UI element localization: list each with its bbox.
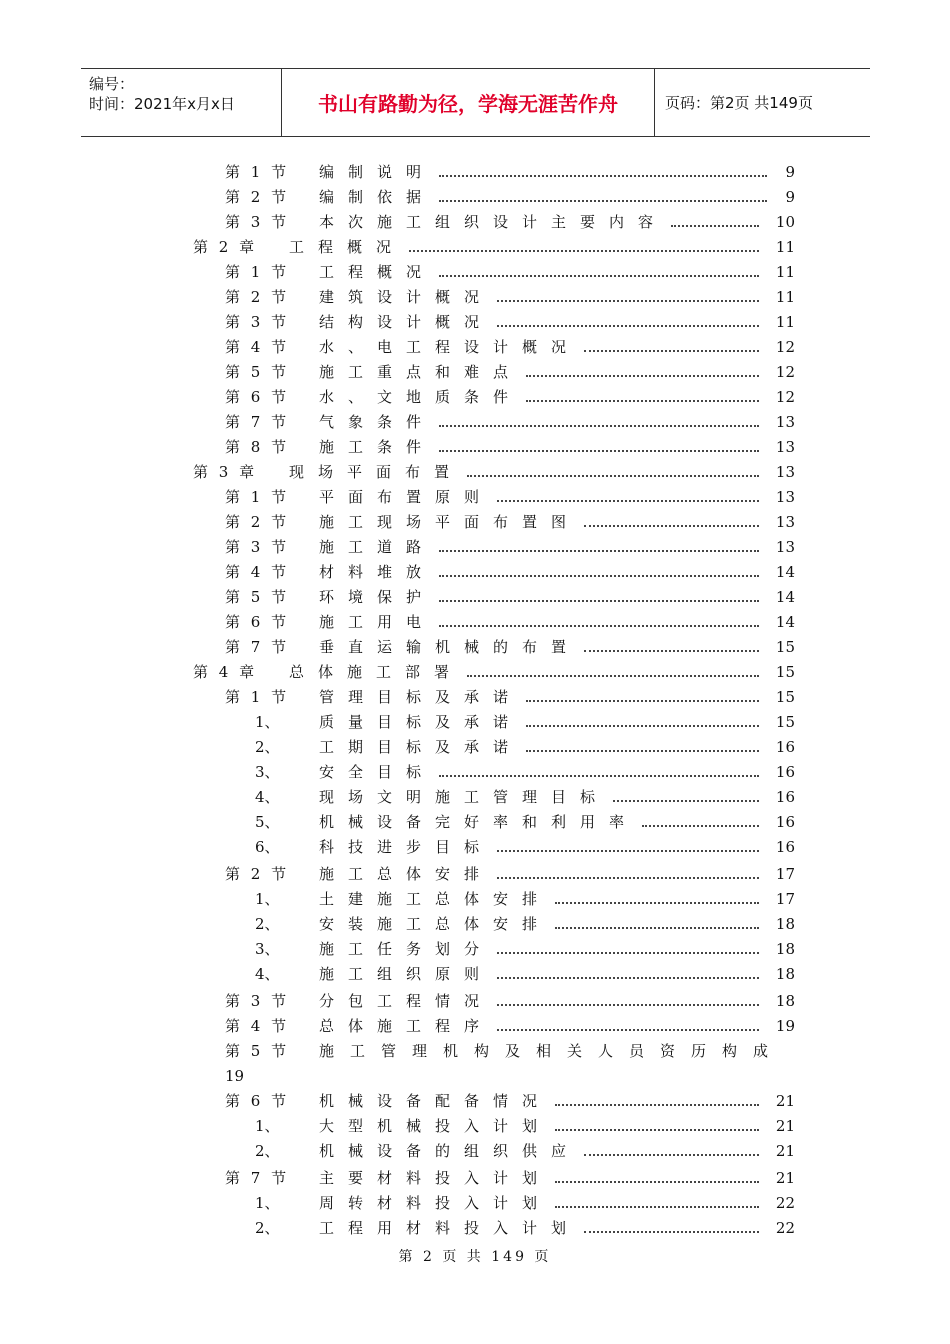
toc-entry-page: 17 xyxy=(775,865,795,883)
toc-leader-dots xyxy=(439,625,759,627)
toc-entry-number: 2、 xyxy=(255,1142,280,1160)
toc-entry-title: 分包工程情况 xyxy=(319,992,494,1010)
toc-entry-page: 13 xyxy=(775,513,795,531)
toc-entry[interactable] xyxy=(0,437,950,457)
toc-leader-dots xyxy=(497,977,759,979)
toc-leader-dots xyxy=(555,1181,759,1183)
toc-entry-number: 第 2 节 xyxy=(225,188,290,206)
toc-entry[interactable] xyxy=(0,787,950,807)
toc-entry-title: 机械设备配备情况 xyxy=(319,1092,552,1110)
toc-entry[interactable] xyxy=(0,562,950,582)
toc-entry[interactable] xyxy=(0,237,950,257)
toc-entry-title: 施工用电 xyxy=(319,613,436,631)
toc-entry-title: 垂直运输机械的布置 xyxy=(319,638,581,656)
toc-entry-number: 第 1 节 xyxy=(225,488,290,506)
toc-leader-dots xyxy=(497,850,759,852)
toc-leader-dots xyxy=(526,375,759,377)
toc-leader-dots xyxy=(439,175,767,177)
toc-entry-title: 气象条件 xyxy=(319,413,436,431)
toc-entry-page: 18 xyxy=(775,965,795,983)
toc-entry-number: 1、 xyxy=(255,1194,280,1212)
toc-entry-number: 第 5 节 xyxy=(225,363,290,381)
toc-entry-number: 第 6 节 xyxy=(225,1092,290,1110)
toc-leader-dots xyxy=(584,350,759,352)
toc-entry-number: 3、 xyxy=(255,940,280,958)
toc-entry-number: 第 5 节 xyxy=(225,1042,290,1060)
toc-entry-page: 22 xyxy=(775,1194,795,1212)
toc-entry-page: 18 xyxy=(775,940,795,958)
toc-entry[interactable] xyxy=(0,1141,950,1161)
toc-leader-dots xyxy=(497,325,759,327)
toc-entry-title: 工期目标及承诺 xyxy=(319,738,523,756)
toc-entry-title: 总体施工部署 xyxy=(289,663,464,681)
header-meta xyxy=(81,69,282,136)
toc-leader-dots xyxy=(439,775,759,777)
toc-entry-page: 15 xyxy=(775,663,795,681)
toc-entry-title: 材料堆放 xyxy=(319,563,436,581)
toc-entry-page: 14 xyxy=(775,588,795,606)
toc-entry-page: 12 xyxy=(775,388,795,406)
toc-entry-title: 施工现场平面布置图 xyxy=(319,513,581,531)
toc-entry[interactable] xyxy=(0,812,950,832)
toc-entry[interactable] xyxy=(0,1193,950,1213)
toc-entry[interactable] xyxy=(0,287,950,307)
toc-entry-page: 15 xyxy=(775,638,795,656)
toc-entry-number: 第 7 节 xyxy=(225,638,290,656)
toc-entry-page: 16 xyxy=(775,763,795,781)
toc-entry-title: 施工任务划分 xyxy=(319,940,494,958)
toc-entry-title: 工程概况 xyxy=(319,263,436,281)
toc-entry-title: 环境保护 xyxy=(319,588,436,606)
toc-entry[interactable] xyxy=(0,1091,950,1111)
toc-entry-title: 现场平面布置 xyxy=(289,463,464,481)
toc-entry-page: 18 xyxy=(775,915,795,933)
toc-leader-dots xyxy=(584,1231,759,1233)
toc-leader-dots xyxy=(439,200,767,202)
toc-entry[interactable] xyxy=(0,1218,950,1238)
toc-entry-page: 13 xyxy=(775,488,795,506)
toc-entry-number: 第 2 节 xyxy=(225,288,290,306)
toc-entry-title: 结构设计概况 xyxy=(319,313,494,331)
toc-entry-page: 21 xyxy=(775,1169,795,1187)
toc-entry[interactable] xyxy=(0,512,950,532)
toc-entry-title: 质量目标及承诺 xyxy=(319,713,523,731)
toc-entry-page: 11 xyxy=(775,238,795,256)
toc-entry[interactable] xyxy=(0,212,950,232)
toc-entry-page: 21 xyxy=(775,1142,795,1160)
toc-entry[interactable] xyxy=(0,187,950,207)
toc-entry-number: 第 1 节 xyxy=(225,263,290,281)
toc-leader-dots xyxy=(497,1029,759,1031)
document-number-label: 编号： xyxy=(89,75,135,93)
toc-leader-dots xyxy=(555,927,759,929)
toc-leader-dots xyxy=(467,675,759,677)
toc-leader-dots xyxy=(555,1129,759,1131)
toc-entry-page: 21 xyxy=(775,1092,795,1110)
toc-entry[interactable] xyxy=(0,537,950,557)
toc-entry-number: 第 3 节 xyxy=(225,538,290,556)
toc-leader-dots xyxy=(497,1004,759,1006)
toc-entry[interactable] xyxy=(0,914,950,934)
toc-entry-title: 编制依据 xyxy=(319,188,436,206)
toc-entry-title: 大型机械投入计划 xyxy=(319,1117,552,1135)
toc-entry[interactable] xyxy=(0,312,950,332)
toc-leader-dots xyxy=(439,425,759,427)
toc-entry-number: 2、 xyxy=(255,915,280,933)
toc-leader-dots xyxy=(671,225,759,227)
toc-entry-number: 2、 xyxy=(255,738,280,756)
toc-leader-dots xyxy=(584,1154,759,1156)
toc-entry-number: 4、 xyxy=(255,965,280,983)
toc-leader-dots xyxy=(439,600,759,602)
toc-leader-dots xyxy=(439,450,759,452)
toc-leader-dots xyxy=(555,902,759,904)
toc-entry-number: 第 4 节 xyxy=(225,1017,290,1035)
toc-leader-dots xyxy=(526,750,759,752)
toc-entry-title: 本次施工组织设计主要内容 xyxy=(319,213,668,231)
toc-entry-title: 施工组织原则 xyxy=(319,965,494,983)
toc-entry-title: 安装施工总体安排 xyxy=(319,915,552,933)
toc-entry-number: 第 2 节 xyxy=(225,865,290,883)
toc-leader-dots xyxy=(613,800,759,802)
toc-entry-number: 1、 xyxy=(255,890,280,908)
toc-entry-title: 机械设备的组织供应 xyxy=(319,1142,581,1160)
toc-leader-dots xyxy=(497,300,759,302)
toc-leader-dots xyxy=(497,500,759,502)
toc-entry[interactable] xyxy=(0,1016,950,1036)
toc-entry-number: 2、 xyxy=(255,1219,280,1237)
toc-entry-page: 13 xyxy=(775,413,795,431)
toc-entry[interactable] xyxy=(0,637,950,657)
toc-entry-title: 建筑设计概况 xyxy=(319,288,494,306)
toc-entry[interactable] xyxy=(0,362,950,382)
toc-entry-number: 第 6 节 xyxy=(225,613,290,631)
document-time-label: 时间：2021年x月x日 xyxy=(89,95,235,113)
header-page-info: 页码：第2页 共149页 xyxy=(665,94,813,112)
toc-entry-page: 21 xyxy=(775,1117,795,1135)
toc-entry-number: 1、 xyxy=(255,1117,280,1135)
toc-entry[interactable] xyxy=(0,889,950,909)
toc-leader-dots xyxy=(439,550,759,552)
toc-entry-number: 6、 xyxy=(255,838,280,856)
toc-entry[interactable] xyxy=(0,412,950,432)
toc-entry[interactable] xyxy=(0,864,950,884)
toc-entry-page: 14 xyxy=(775,613,795,631)
toc-leader-dots xyxy=(526,400,759,402)
toc-entry-page: 19 xyxy=(225,1067,245,1085)
toc-entry-number: 第 4 节 xyxy=(225,563,290,581)
toc-entry-page: 15 xyxy=(775,713,795,731)
page-footer: 第 2 页 共 149 页 xyxy=(398,1249,552,1265)
toc-entry-number: 4、 xyxy=(255,788,280,806)
toc-leader-dots xyxy=(409,250,759,252)
toc-leader-dots xyxy=(584,525,759,527)
toc-entry[interactable] xyxy=(0,262,950,282)
toc-entry-title: 施工道路 xyxy=(319,538,436,556)
toc-entry[interactable] xyxy=(0,1041,950,1085)
toc-entry-page: 13 xyxy=(775,538,795,556)
toc-leader-dots xyxy=(526,725,759,727)
toc-entry[interactable] xyxy=(0,462,950,482)
toc-entry-number: 5、 xyxy=(255,813,280,831)
toc-leader-dots xyxy=(467,475,759,477)
toc-entry-number: 第 6 节 xyxy=(225,388,290,406)
toc-entry[interactable] xyxy=(0,1168,950,1188)
toc-leader-dots xyxy=(526,700,759,702)
toc-leader-dots xyxy=(439,275,759,277)
toc-entry-title: 科技进步目标 xyxy=(319,838,494,856)
toc-entry-title: 施工条件 xyxy=(319,438,436,456)
toc-entry-page: 15 xyxy=(775,688,795,706)
toc-entry-title: 周转材料投入计划 xyxy=(319,1194,552,1212)
toc-entry-title: 管理目标及承诺 xyxy=(319,688,523,706)
toc-entry-number: 第 4 节 xyxy=(225,338,290,356)
toc-entry-number: 3、 xyxy=(255,763,280,781)
toc-entry-number: 1、 xyxy=(255,713,280,731)
toc-entry-title: 安全目标 xyxy=(319,763,436,781)
toc-entry-page: 17 xyxy=(775,890,795,908)
toc-entry-number: 第 2 章 xyxy=(193,238,258,256)
toc-leader-dots xyxy=(642,825,759,827)
toc-entry-page: 16 xyxy=(775,813,795,831)
toc-leader-dots xyxy=(497,877,759,879)
toc-entry[interactable] xyxy=(0,587,950,607)
toc-entry-number: 第 2 节 xyxy=(225,513,290,531)
toc-entry-page: 11 xyxy=(775,313,795,331)
toc-entry[interactable] xyxy=(0,991,950,1011)
toc-entry-page: 12 xyxy=(775,338,795,356)
toc-entry-page: 16 xyxy=(775,738,795,756)
toc-entry-number: 第 5 节 xyxy=(225,588,290,606)
toc-entry-number: 第 3 章 xyxy=(193,463,258,481)
toc-entry[interactable] xyxy=(0,762,950,782)
toc-leader-dots xyxy=(584,650,759,652)
toc-leader-dots xyxy=(439,575,759,577)
toc-entry-page: 16 xyxy=(775,788,795,806)
toc-entry-title: 水、电工程设计概况 xyxy=(319,338,581,356)
toc-entry-number: 第 4 章 xyxy=(193,663,258,681)
toc-entry[interactable] xyxy=(0,487,950,507)
toc-entry-title: 施工总体安排 xyxy=(319,865,494,883)
toc-entry-title: 工程概况 xyxy=(289,238,406,256)
toc-entry-title: 平面布置原则 xyxy=(319,488,494,506)
toc-entry-page: 13 xyxy=(775,463,795,481)
toc-entry[interactable] xyxy=(0,939,950,959)
toc-entry-title: 土建施工总体安排 xyxy=(319,890,552,908)
toc-entry-title: 施工重点和难点 xyxy=(319,363,523,381)
toc-entry[interactable] xyxy=(0,737,950,757)
toc-entry-title: 编制说明 xyxy=(319,163,436,181)
toc-entry[interactable] xyxy=(0,162,950,182)
toc-entry-title: 现场文明施工管理目标 xyxy=(319,788,610,806)
toc-entry-number: 第 7 节 xyxy=(225,1169,290,1187)
toc-entry-title: 总体施工程序 xyxy=(319,1017,494,1035)
toc-entry-page: 16 xyxy=(775,838,795,856)
toc-leader-dots xyxy=(555,1104,759,1106)
toc-entry-number: 第 3 节 xyxy=(225,313,290,331)
toc-entry-page: 18 xyxy=(775,992,795,1010)
toc-leader-dots xyxy=(555,1206,759,1208)
toc-entry-page: 19 xyxy=(775,1017,795,1035)
toc-entry-number: 第 7 节 xyxy=(225,413,290,431)
toc-entry-page: 22 xyxy=(775,1219,795,1237)
toc-entry-page: 9 xyxy=(785,163,795,181)
toc-entry-number: 第 1 节 xyxy=(225,688,290,706)
toc-entry-title: 施工管理机构及相关人员资历构成 xyxy=(319,1042,785,1060)
toc-entry[interactable] xyxy=(0,337,950,357)
toc-entry-page: 11 xyxy=(775,263,795,281)
toc-leader-dots xyxy=(497,952,759,954)
toc-entry[interactable] xyxy=(0,687,950,707)
toc-entry-number: 第 8 节 xyxy=(225,438,290,456)
toc-entry-page: 9 xyxy=(785,188,795,206)
toc-entry[interactable] xyxy=(0,712,950,732)
toc-entry[interactable] xyxy=(0,612,950,632)
toc-entry-title: 水、文地质条件 xyxy=(319,388,523,406)
toc-entry-title: 工程用材料投入计划 xyxy=(319,1219,581,1237)
header-motto: 书山有路勤为径，学海无涯苦作舟 xyxy=(282,69,655,136)
toc-entry-number: 第 3 节 xyxy=(225,213,290,231)
toc-entry-title: 机械设备完好率和利用率 xyxy=(319,813,639,831)
toc-entry-number: 第 3 节 xyxy=(225,992,290,1010)
toc-entry[interactable] xyxy=(0,1116,950,1136)
page-header xyxy=(81,68,870,137)
toc-entry-page: 11 xyxy=(775,288,795,306)
toc-entry-title: 主要材料投入计划 xyxy=(319,1169,552,1187)
toc-entry-page: 14 xyxy=(775,563,795,581)
toc-entry-page: 10 xyxy=(775,213,795,231)
toc-entry[interactable] xyxy=(0,964,950,984)
toc-entry[interactable] xyxy=(0,662,950,682)
toc-entry-number: 第 1 节 xyxy=(225,163,290,181)
toc-entry-page: 13 xyxy=(775,438,795,456)
toc-entry[interactable] xyxy=(0,387,950,407)
toc-entry[interactable] xyxy=(0,837,950,857)
toc-entry-page: 12 xyxy=(775,363,795,381)
